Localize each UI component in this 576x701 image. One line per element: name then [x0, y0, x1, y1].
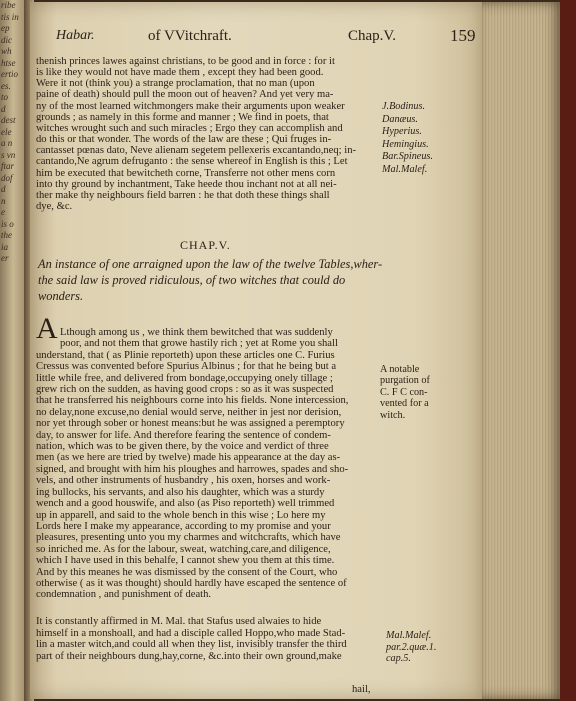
text-line: grew rich on the sudden, as having good crops : so as it was suspected [36, 384, 334, 396]
margin-note: Mal.Malef. [382, 163, 428, 175]
facing-line-fragment: s vn [1, 149, 16, 160]
facing-line-fragment: ftar [1, 161, 15, 171]
header-title: of VVitchraft. [148, 28, 232, 44]
margin-note: Mal.Malef. [386, 630, 432, 641]
text-line: condemnation , and punishment of death. [36, 589, 212, 601]
facing-line-fragment: htse [1, 57, 16, 68]
facing-line-fragment: d [1, 103, 6, 114]
book-page [30, 2, 482, 699]
facing-line-fragment: er [1, 253, 9, 263]
summary-line: the said law is proved ridiculous, of two witches that could do [38, 273, 346, 288]
margin-note: A notable [380, 364, 420, 375]
text-line: lin a master witch,and could all when they list, invisibly transfer the third [36, 639, 347, 651]
running-header [56, 26, 476, 52]
text-line: him be executed that bewitcheth corne, Transferre not other mens corn [36, 167, 336, 179]
facing-line-fragment: the [1, 230, 12, 240]
facing-line-fragment: ele [1, 126, 12, 137]
facing-line-fragment: dest [1, 115, 16, 125]
text-line: no delay,none excuse,no denial would serve, neither in jest nor derision, [36, 406, 342, 418]
facing-page-text [0, 0, 24, 265]
facing-line-fragment: ertio [1, 69, 18, 79]
margin-note: cap.5. [386, 653, 411, 665]
text-line: day, to answer for life. And therefore fearing the sentence of condem- [36, 429, 331, 441]
facing-line-fragment: e [1, 207, 5, 217]
margin-note: Danæus. [382, 113, 418, 125]
text-line: thenish princes lawes against christians, to be good and in force : for it [36, 56, 335, 67]
facing-line-fragment: tis in [1, 11, 19, 22]
margin-note: Bar.Spineus. [382, 151, 433, 163]
text-line: ny of the most learned witchmongers make their arguments upon weaker [36, 100, 345, 112]
facing-line-fragment: to [1, 92, 9, 102]
margin-note: C. F C con- [380, 386, 428, 398]
margin-notes-authors [382, 101, 433, 177]
summary-line: An instance of one arraigned upon the law of the twelve Tables,wher- [38, 257, 383, 271]
text-line: dye, &c. [36, 201, 73, 213]
facing-line-fragment: ia [1, 241, 9, 252]
page-number: 159 [450, 26, 476, 45]
text-line: nor yet through sober or honest means:but he was assigned a peremptory [36, 418, 345, 430]
text-line: so inriched me. As for the labour, sweat, watching,care,and diligence, [36, 543, 331, 555]
margin-notes-malleus [386, 630, 436, 665]
text-line: that he transferred his neighbours corne into his fields. None intercession, [36, 395, 349, 407]
text-line: grounds ; as namely in this forme and manner ; We find in poets, that [36, 111, 329, 123]
margin-note: Hyperius. [382, 126, 422, 138]
facing-line-fragment: ep [1, 23, 10, 33]
text-line: into thy ground by inchantment, Take heede thou inchant not at all nei- [36, 178, 337, 190]
text-line: pleasures, presenting unto you my charmes and witchcrafts, which have [36, 532, 341, 544]
text-line: And by this meanes he was dismissed by the consent of the Court, who [36, 566, 338, 578]
facing-line-fragment: es. [1, 80, 11, 91]
margin-note: par.2.quæ.1. [386, 641, 437, 653]
facing-page-edge [0, 0, 24, 701]
facing-line-fragment: n [1, 195, 6, 206]
text-line: Cressus was convented before Spurius Albinus ; for that he being but a [36, 361, 337, 373]
margin-note: J.Bodinus. [382, 101, 426, 112]
text-line: Lords here I make my appearance, according to my promise and your [36, 520, 331, 532]
facing-line-fragment: d [1, 184, 6, 194]
text-line: wench and a good houswife, and also (as Piso reporteth) well trimmed [36, 498, 335, 510]
page-edges [482, 2, 562, 699]
chapter-heading: CHAP.V. [180, 238, 231, 252]
text-line: cantasset pœnas dato, Neve alienam segetem pellexeris excantando,neq; in- [36, 145, 357, 157]
margin-note: purgation of [380, 375, 430, 387]
text-line: poor, and not them that growe hastily rich ; yet at Rome you shall [60, 338, 338, 350]
text-line: little while free, and delivered from bondage,occupying onely tillage ; [36, 372, 333, 384]
margin-notes-purgation [380, 364, 430, 421]
header-author: Habar. [56, 28, 95, 43]
text-line: witches wrought such and such miracles ; Ergo they can accomplish and [36, 122, 343, 134]
text-line: is like they would not have made them , except they had been good. [36, 67, 324, 79]
text-line: cantando,Ne agrum defruganto : the sense whereof in English is this ; Let [36, 156, 348, 168]
text-line: paine of death) should pull the moon out of heaven? And yet very ma- [36, 89, 334, 101]
margin-note: vented for a [380, 398, 429, 410]
text-line: Lthough among us , we think them bewitched that was suddenly [60, 327, 333, 338]
facing-line-fragment: dic [1, 34, 12, 45]
facing-line-fragment: wh [1, 46, 12, 56]
chapter-summary [38, 256, 382, 305]
facing-line-fragment: dof [1, 172, 13, 183]
text-line: do this or that wonder. The words of the law are these ; Qui fruges in- [36, 134, 332, 146]
text-line: It is constantly affirmed in M. Mal. that Stafus used alwaies to hide [36, 616, 322, 627]
paragraph-furius-cressus [36, 327, 348, 601]
paragraph-stafus [36, 616, 347, 662]
text-line: which I have used in this behalfe, I cannot shew you them at this time. [36, 555, 335, 567]
header-chapter: Chap.V. [348, 28, 397, 44]
book-cover [560, 0, 576, 701]
text-line: up in apparell, and said to the whole bench in this wise ; Lo here my [36, 509, 326, 521]
text-line: understand, that ( as Plinie reporteth) upon these articles one C. Furius [36, 349, 335, 361]
text-line: part of their neighbours dung,hay,corne, &c.into their own ground,make [36, 650, 342, 662]
drop-capital: A [36, 312, 58, 345]
summary-line: wonders. [38, 289, 84, 304]
text-line: himself in a monshoall, and had a disciple called Hoppo,who made Stad- [36, 627, 346, 639]
text-line: vels, and other instruments of husbandry , his oxen, horses and work- [36, 475, 331, 487]
text-line: Were it not (think you) a strange proclamation, that no man (upon [36, 78, 315, 90]
facing-line-fragment: a n [1, 138, 13, 148]
text-line: ing bullocks, his servants, and also his daughter, which was a sturdy [36, 486, 325, 498]
text-line: otherwise ( as it was thought) should hardly have escaped the sentence of [36, 577, 347, 589]
text-line: men (as we here are tried by twelve) made his appearance at the day as- [36, 452, 341, 464]
margin-note: Hemingius. [382, 138, 429, 150]
facing-line-fragment: ribe [1, 0, 16, 10]
margin-note: witch. [380, 409, 406, 421]
text-line: ther make thy neighbours field barren : he that doth these things shall [36, 189, 330, 201]
catchword: hail, [352, 684, 371, 695]
text-line: nation, which was to be given there, by the voice and verdict of three [36, 441, 329, 453]
facing-line-fragment: is o [1, 218, 14, 229]
text-line: signed, and brought with him his ploughes and harrowes, spades and sho- [36, 463, 349, 475]
paragraph-law-of-twelve-tables [36, 56, 356, 212]
